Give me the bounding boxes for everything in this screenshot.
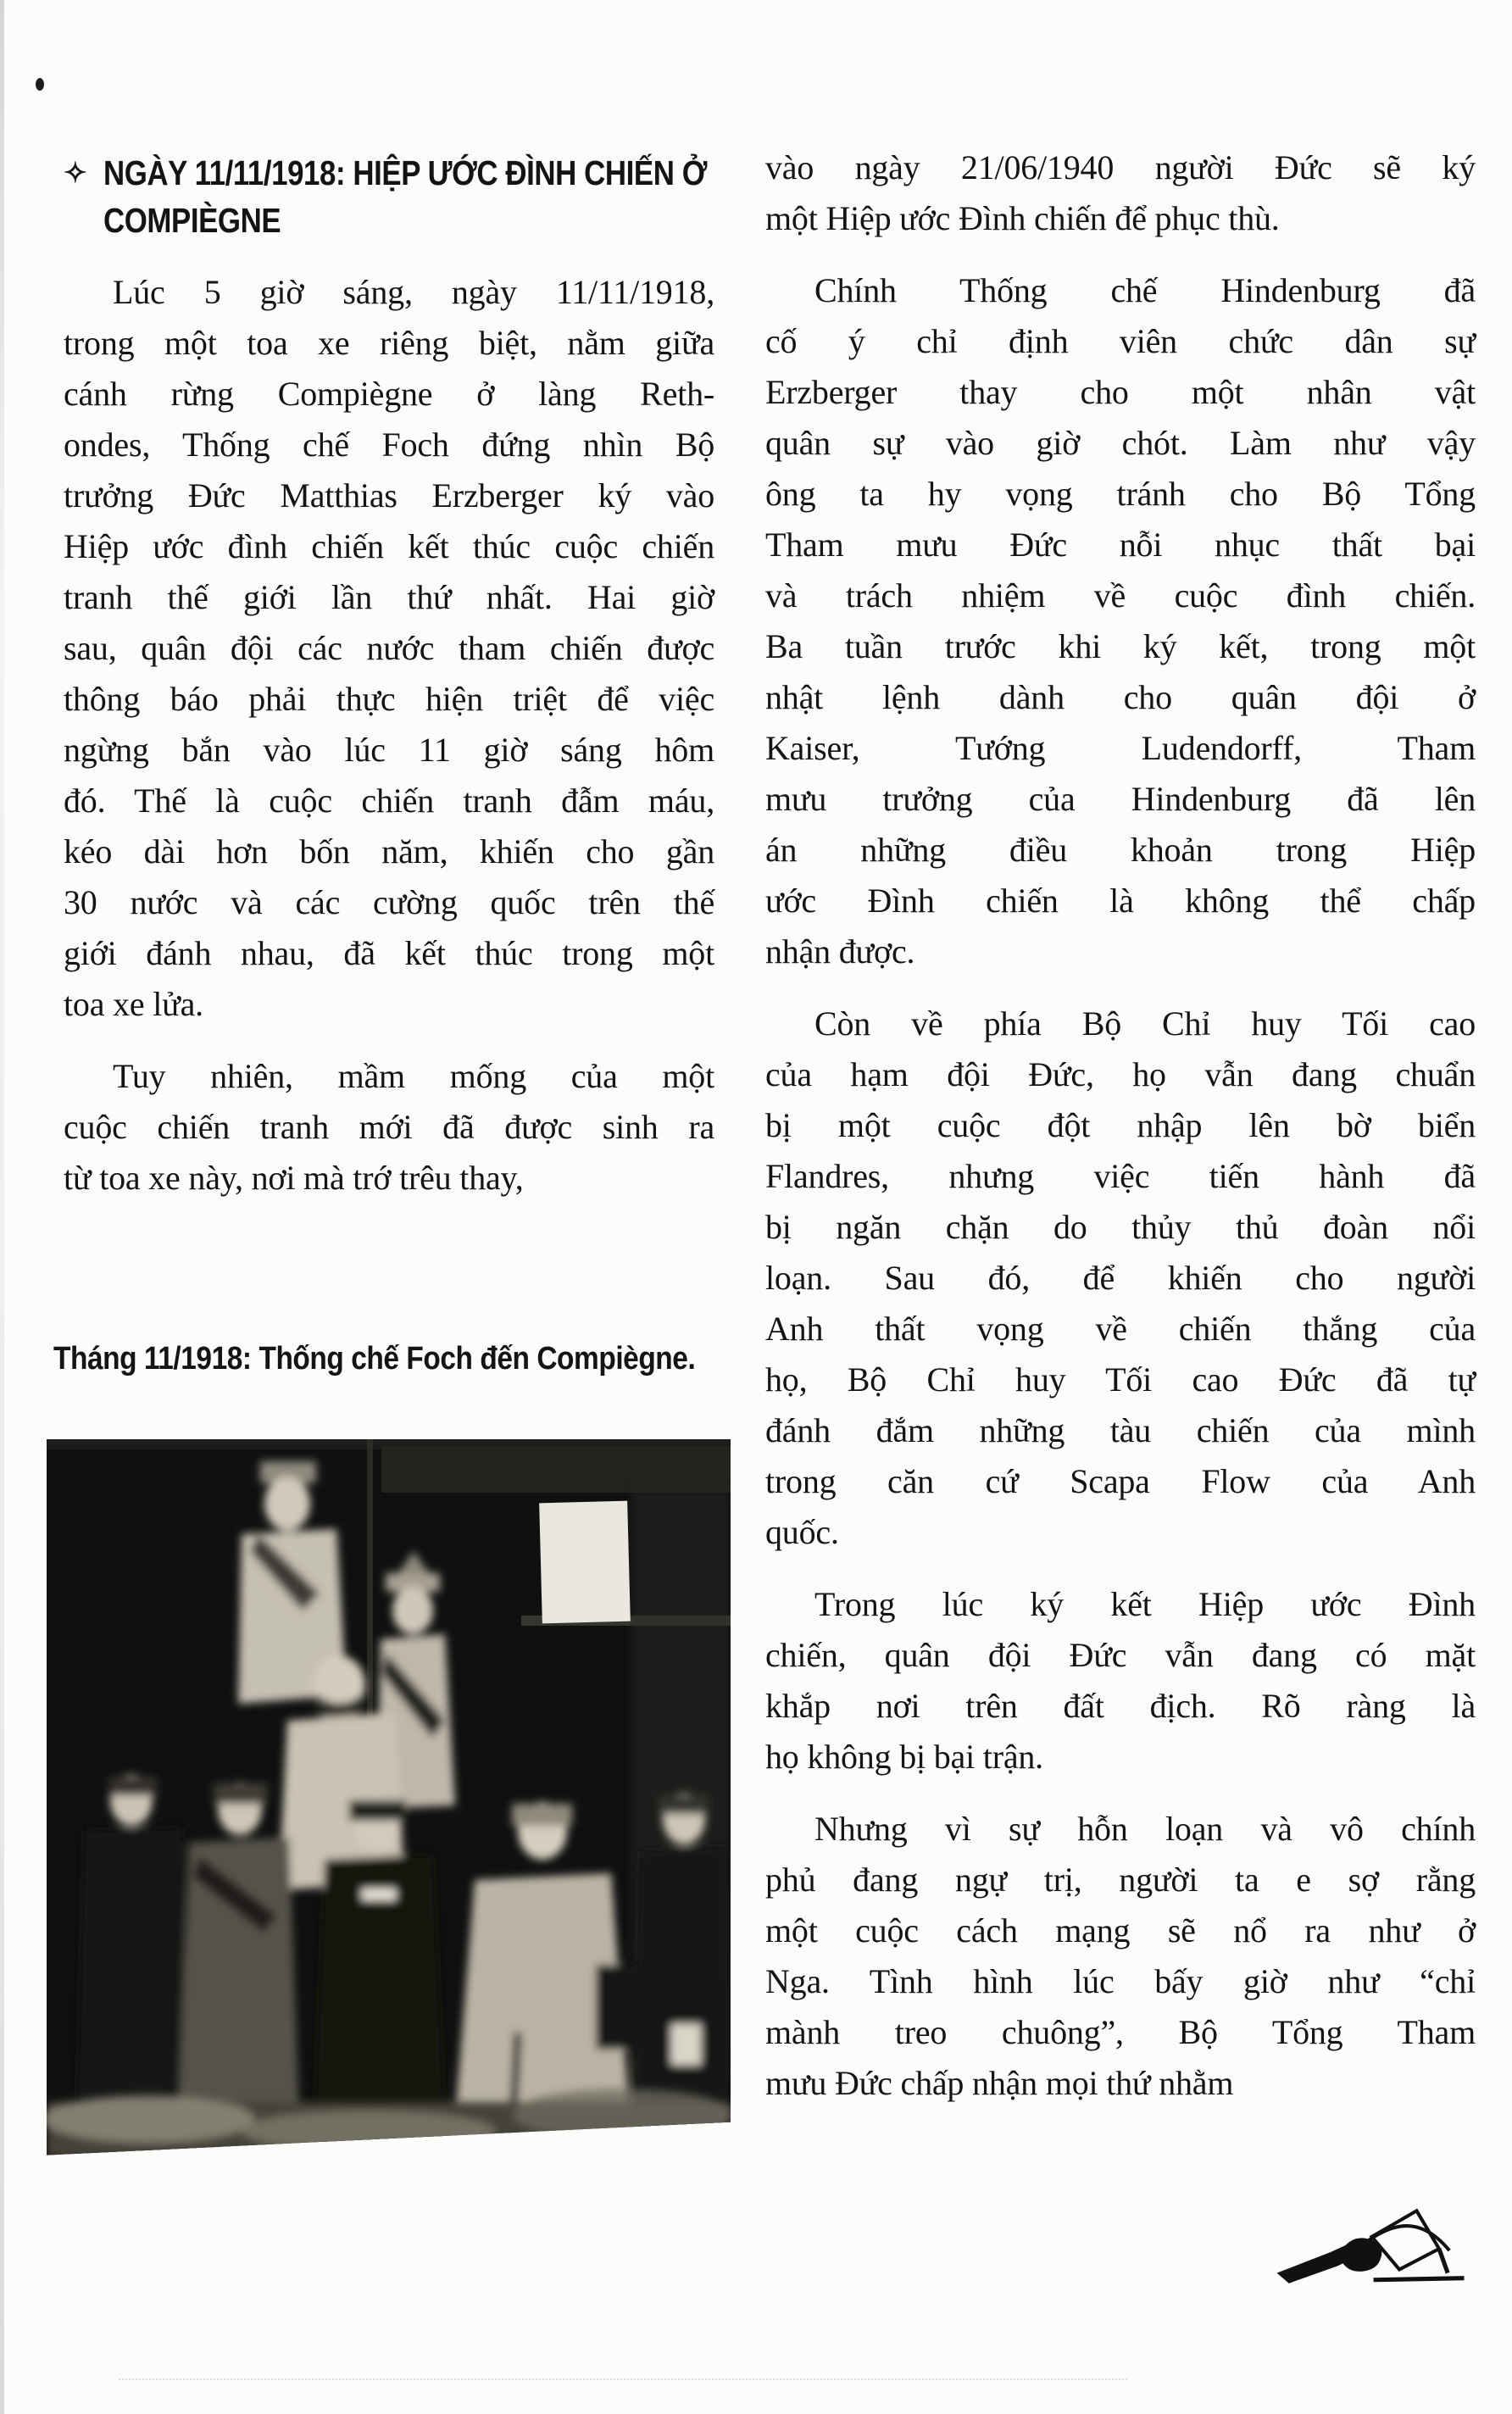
- text-line: trưởng Đức Matthias Erzberger ký vào: [64, 476, 714, 515]
- text-line: quốc.: [765, 1513, 839, 1551]
- text-line: ước Đình chiến là không thể chấp: [765, 882, 1476, 920]
- text-line: Hiệp ước đình chiến kết thúc cuộc chiến: [64, 527, 714, 565]
- text-line: vào ngày 21/06/1940 người Đức sẽ ký: [765, 148, 1476, 186]
- text-line: giới đánh nhau, đã kết thúc trong một: [64, 934, 714, 972]
- scan-edge-artifact: [0, 0, 4, 2414]
- pen-flourish-icon: [1270, 2197, 1469, 2292]
- paragraph: [64, 1051, 714, 1204]
- text-line: phủ đang ngự trị, người ta e sợ rằng: [765, 1861, 1476, 1899]
- text-line: chiến, quân đội Đức vẫn đang có mặt: [765, 1636, 1476, 1674]
- scan-speck: [36, 78, 44, 91]
- text-line: Còn về phía Bộ Chỉ huy Tối cao: [814, 1004, 1476, 1043]
- text-line: Tham mưu Đức nỗi nhục thất bại: [765, 526, 1476, 564]
- photo-caption: Tháng 11/1918: Thống chế Foch đến Compiègne.: [53, 1341, 696, 1377]
- text-line: Nhưng vì sự hỗn loạn và vô chính: [814, 1810, 1476, 1848]
- text-line: họ không bị bại trận.: [765, 1738, 1043, 1776]
- text-line: Nga. Tình hình lúc bấy giờ như “chỉ: [765, 1962, 1476, 2000]
- pen-flourish-drawing: [1270, 2197, 1469, 2292]
- text-line: Trong lúc ký kết Hiệp ước Đình: [814, 1585, 1476, 1623]
- text-line: nhật lệnh dành cho quân đội ở: [765, 678, 1476, 716]
- text-line: Erzberger thay cho một nhân vật: [765, 373, 1476, 411]
- text-line: loạn. Sau đó, để khiến cho người: [765, 1259, 1476, 1297]
- text-line: sau, quân đội các nước tham chiến được: [64, 629, 714, 667]
- text-line: Lúc 5 giờ sáng, ngày 11/11/1918,: [113, 273, 714, 311]
- paragraph: [765, 1804, 1476, 2109]
- text-line: khắp nơi trên đất địch. Rõ ràng là: [765, 1687, 1476, 1725]
- text-line: quân sự vào giờ chót. Làm như vậy: [765, 424, 1476, 462]
- text-line: nhận được.: [765, 932, 915, 971]
- text-line: từ toa xe này, nơi mà trớ trêu thay,: [64, 1159, 524, 1197]
- text-line: đánh đắm những tàu chiến của mình: [765, 1411, 1476, 1449]
- text-line: cố ý chỉ định viên chức dân sự: [765, 322, 1476, 360]
- text-line: Tuy nhiên, mầm mống của một: [113, 1057, 714, 1095]
- text-line: mưu Đức chấp nhận mọi thứ nhằm: [765, 2064, 1234, 2102]
- text-line: mưu trưởng của Hindenburg đã lên: [765, 780, 1476, 818]
- text-line: họ, Bộ Chỉ huy Tối cao Đức đã tự: [765, 1360, 1476, 1399]
- section-heading-text: [103, 149, 707, 244]
- diamond-bullet-icon: ✧: [64, 157, 87, 188]
- text-line: mành treo chuông”, Bộ Tổng Tham: [765, 2013, 1476, 2051]
- text-line: cánh rừng Compiègne ở làng Reth-: [64, 375, 714, 413]
- text-line: Chính Thống chế Hindenburg đã: [814, 271, 1476, 309]
- text-line: thông báo phải thực hiện triệt để việc: [64, 680, 714, 718]
- text-line: ông ta hy vọng tránh cho Bộ Tổng: [765, 475, 1476, 513]
- text-line: Ba tuần trước khi ký kết, trong một: [765, 627, 1476, 665]
- heading-line-2: COMPIÈGNE: [103, 201, 281, 240]
- text-line: ondes, Thống chế Foch đứng nhìn Bộ: [64, 426, 714, 464]
- text-line: tranh thế giới lần thứ nhất. Hai giờ: [64, 578, 714, 616]
- left-column: [64, 267, 714, 1225]
- text-line: một cuộc cách mạng sẽ nổ ra như ở: [765, 1911, 1476, 1950]
- text-line: bị một cuộc đột nhập lên bờ biển: [765, 1106, 1476, 1144]
- paragraph: [765, 1579, 1476, 1783]
- text-line: và trách nhiệm về cuộc đình chiến.: [765, 576, 1476, 615]
- photo-foch-compiegne: [47, 1439, 731, 2158]
- text-line: cuộc chiến tranh mới đã được sinh ra: [64, 1108, 714, 1146]
- text-line: kéo dài hơn bốn năm, khiến cho gần: [64, 832, 714, 870]
- text-line: 30 nước và các cường quốc trên thế: [64, 883, 714, 921]
- group-photo-illustration: [47, 1439, 731, 2158]
- paragraph: [765, 142, 1476, 244]
- paragraph: [765, 265, 1476, 977]
- text-line: của hạm đội Đức, họ vẫn đang chuẩn: [765, 1055, 1476, 1093]
- paragraph: [765, 998, 1476, 1558]
- text-line: trong một toa xe riêng biệt, nằm giữa: [64, 324, 714, 362]
- text-line: một Hiệp ước Đình chiến để phục thù.: [765, 199, 1280, 237]
- text-line: toa xe lửa.: [64, 985, 203, 1023]
- text-line: Anh thất vọng về chiến thắng của: [765, 1310, 1476, 1348]
- scan-dotted-line-artifact: [119, 2378, 1127, 2380]
- section-heading: [64, 149, 708, 244]
- text-line: Flandres, nhưng việc tiến hành đã: [765, 1157, 1476, 1195]
- heading-line-1: NGÀY 11/11/1918: HIỆP ƯỚC ĐÌNH CHIẾN Ở: [103, 153, 708, 192]
- text-line: án những điều khoản trong Hiệp: [765, 831, 1476, 869]
- text-line: bị ngăn chặn do thủy thủ đoàn nổi: [765, 1208, 1476, 1246]
- text-line: trong căn cứ Scapa Flow của Anh: [765, 1462, 1476, 1500]
- paragraph: [64, 267, 714, 1030]
- text-line: ngừng bắn vào lúc 11 giờ sáng hôm: [64, 731, 714, 769]
- text-line: đó. Thế là cuộc chiến tranh đẫm máu,: [64, 781, 714, 820]
- right-column: [765, 142, 1476, 2130]
- text-line: Kaiser, Tướng Ludendorff, Tham: [765, 729, 1476, 767]
